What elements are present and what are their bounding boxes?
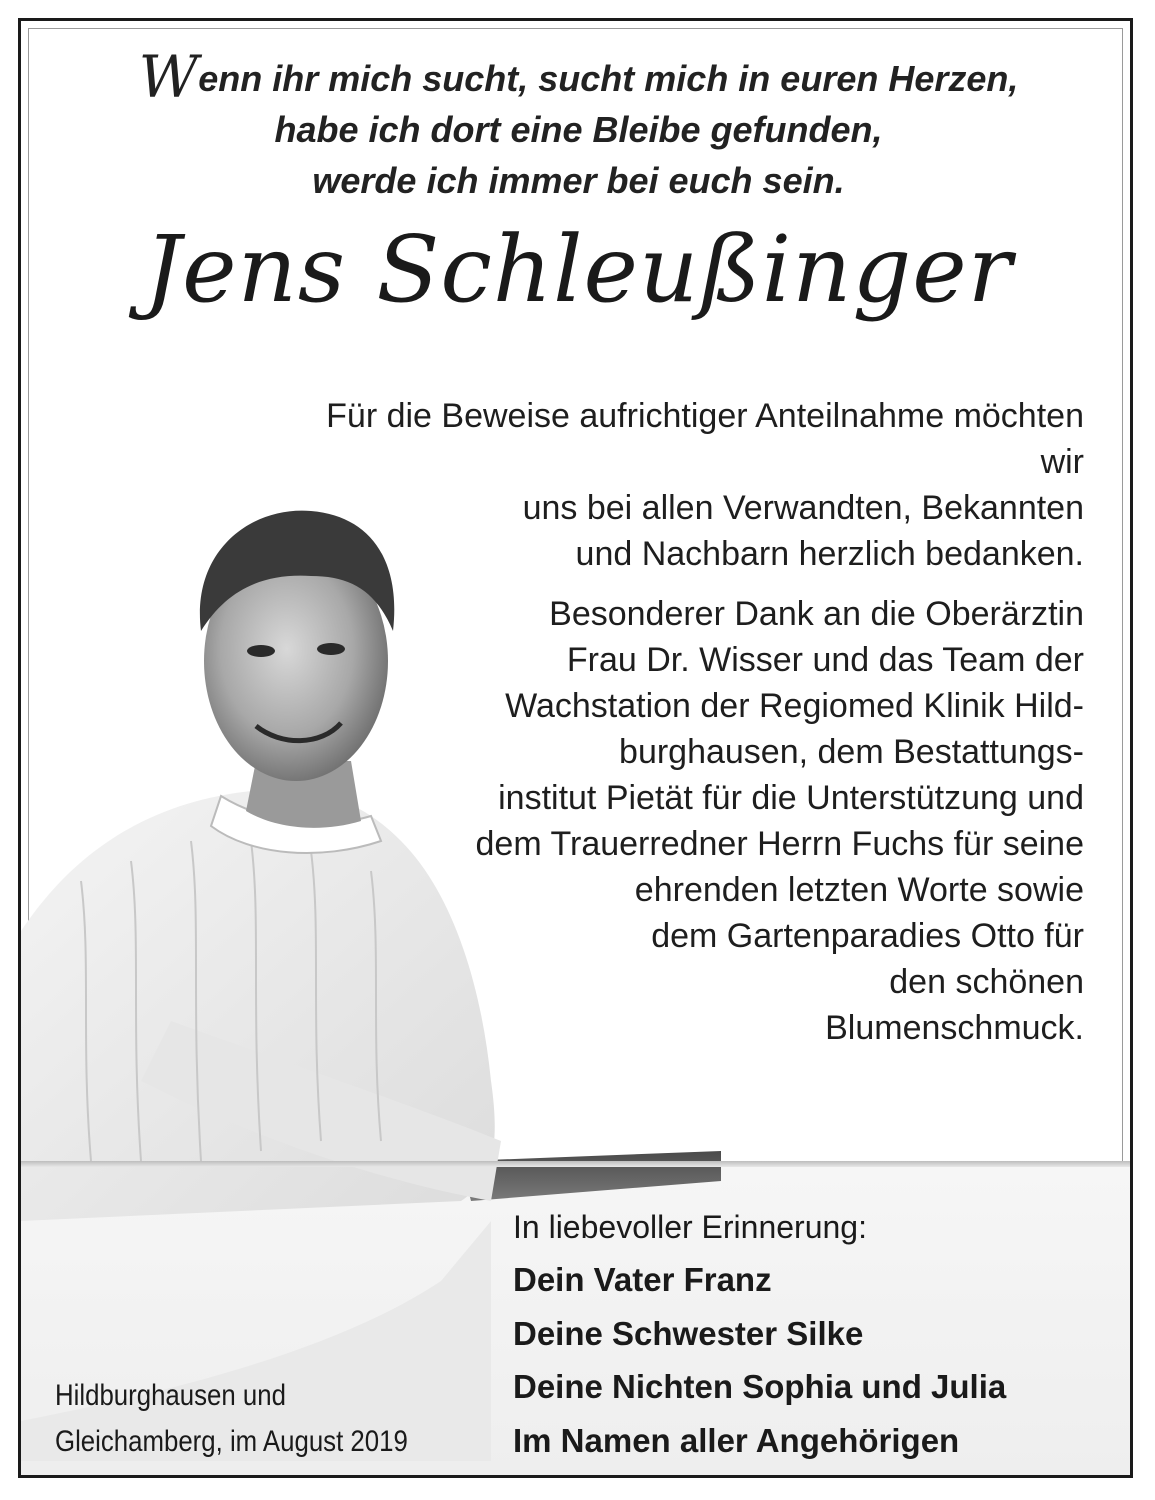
family-member: Deine Schwester Silke: [513, 1314, 864, 1352]
memory-block: [513, 1201, 1113, 1467]
place-line-2: Gleichamberg, im August 2019: [55, 1425, 408, 1458]
thanks-line: ehrenden letzten Worte sowie: [634, 871, 1084, 909]
quote-line-3: werde ich immer bei euch sein.: [312, 160, 845, 201]
band-divider: [21, 1161, 1133, 1167]
thanks-line: institut Pietät für die Unterstützung und: [498, 779, 1084, 817]
memory-intro: In liebevoller Erinnerung:: [513, 1209, 867, 1245]
thanks-text: [324, 393, 1084, 1051]
quote-initial: W: [138, 43, 199, 111]
thanks-line: dem Gartenparadies Otto für: [651, 917, 1084, 955]
thanks-line: dem Trauerredner Herrn Fuchs für seine: [475, 825, 1084, 863]
family-member: Dein Vater Franz: [513, 1261, 772, 1298]
thanks-line: burghausen, dem Bestattungs-: [619, 733, 1084, 771]
quote-line-1: enn ihr mich sucht, sucht mich in euren Herzen,: [198, 58, 1019, 99]
place-line-1: Hildburghausen und: [55, 1379, 286, 1412]
place-date: [55, 1373, 416, 1465]
thanks-line: Frau Dr. Wisser und das Team der: [566, 641, 1084, 679]
thanks-line: Für die Beweise aufrichtiger Anteilnahme möchten wir: [326, 397, 1084, 481]
obituary-frame: [18, 18, 1133, 1478]
quote-line-2: habe ich dort eine Bleibe gefunden,: [274, 109, 883, 150]
thanks-line: Wachstation der Regiomed Klinik Hild-: [505, 687, 1084, 725]
memorial-quote: [21, 43, 1133, 206]
thanks-line: und Nachbarn herzlich bedanken.: [575, 535, 1084, 573]
thanks-line: Blumenschmuck.: [825, 1009, 1084, 1047]
thanks-line: den schönen: [889, 963, 1084, 1001]
deceased-name: Jens Schleußinger: [144, 216, 1013, 323]
thanks-line: Besonderer Dank an die Oberärztin: [549, 595, 1084, 633]
thanks-line: uns bei allen Verwandten, Bekannten: [522, 489, 1084, 527]
family-member: Deine Nichten Sophia und Julia: [513, 1368, 1007, 1405]
family-member: Im Namen aller Angehörigen: [513, 1421, 960, 1459]
